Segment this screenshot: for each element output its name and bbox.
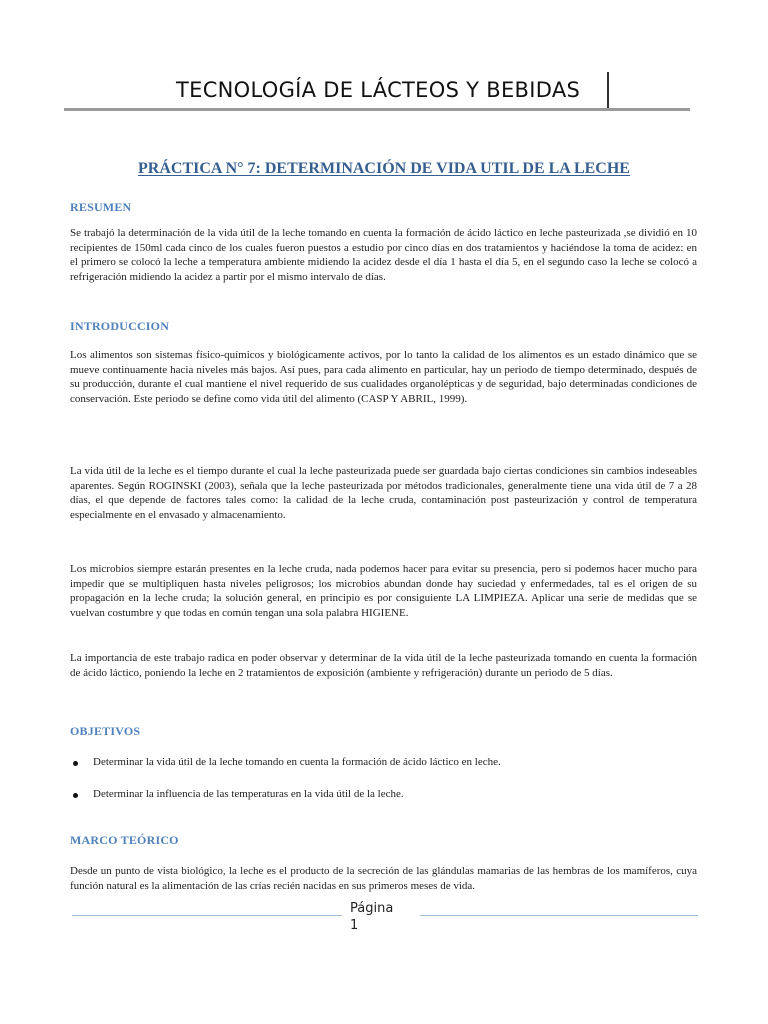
list-item-text: Determinar la influencia de las temperaturas en la vida útil de la leche. — [93, 788, 404, 800]
header-vertical-bar — [607, 72, 609, 108]
section-heading-resumen: RESUMEN — [70, 200, 132, 214]
bullet-icon — [73, 761, 78, 766]
page-label: Página — [350, 901, 394, 916]
header-title: TECNOLOGÍA DE LÁCTEOS Y BEBIDAS — [176, 78, 581, 102]
footer-rule-left — [72, 915, 342, 916]
resumen-paragraph: Se trabajó la determinación de la vida útil de la leche tomando en cuenta la formación de ácido láctico en leche pasteurizada ,se dividió en 10 recipientes de 150ml cada cinco de los cuales fueron puestos a estudio por cinco días en dos tratamientos y haciéndose la toma de acidez: en el primero se colocó la leche a temperatura ambiente midiendo la acidez desde el día 1 hasta el día 5, en el segundo caso la leche se colocó a refrigeración midiendo la acidez a partir por el mismo intervalo de días. — [70, 227, 697, 283]
footer-rule-right — [420, 915, 698, 916]
introduccion-paragraph-2: La vida útil de la leche es el tiempo durante el cual la leche pasteurizada puede ser guardada bajo ciertas condiciones sin cambios indeseables aparentes. Según ROGINSKI (2003), señala que la leche pasteurizada por métodos tradicionales, generalmente tiene una vida útil de 7 a 28 días, el que depende de factores tales como: la calidad de la leche cruda, contaminación post pasteurización y control de temperatura especialmente en el envasado y almacenamiento. — [70, 465, 697, 521]
page-number — [350, 900, 410, 934]
introduccion-paragraph-1: Los alimentos son sistemas físico-químicos y biológicamente activos, por lo tanto la calidad de los alimentos es un estado dinámico que se mueve continuamente hacia niveles más bajos. Así pues, para cada alimento en particular, hay un periodo de tiempo determinado, después de su producción, durante el cual mantiene el nivel requerido de sus cualidades organolépticas y de seguridad, bajo determinadas condiciones de conservación. Este periodo se define como vida útil del alimento (CASP Y ABRIL, 1999). — [70, 349, 697, 405]
page-number-value: 1 — [350, 918, 359, 933]
section-heading-marco-teorico: MARCO TEÓRICO — [70, 833, 179, 847]
bullet-icon — [73, 793, 78, 798]
section-heading-introduccion: INTRODUCCION — [70, 319, 170, 333]
introduccion-paragraph-4: La importancia de este trabajo radica en poder observar y determinar de la vida útil de la leche pasteurizada tomando en cuenta la formación de ácido láctico, poniendo la leche en 2 tratamientos de exposición (ambiente y refrigeración) durante un periodo de 5 días. — [70, 652, 697, 679]
page-header — [64, 72, 690, 112]
header-rule — [64, 108, 690, 111]
list-item-text: Determinar la vida útil de la leche tomando en cuenta la formación de ácido láctico en leche. — [93, 756, 501, 768]
document-title: PRÁCTICA N° 7: DETERMINACIÓN DE VIDA UTIL DE LA LECHE — [138, 160, 630, 177]
introduccion-paragraph-3: Los microbios siempre estarán presentes en la leche cruda, nada podemos hacer para evitar su presencia, pero si podemos hacer mucho para impedir que se multipliquen hasta niveles peligrosos; los microbios abundan donde hay suciedad y enfermedades, tal es el origen de su propagación en la leche cruda; la solución general, en principio es por consiguiente LA LIMPIEZA. Aplicar una serie de medidas que se vuelvan costumbre y que todas en común tengan una sola palabra HIGIENE. — [70, 563, 697, 619]
section-heading-objetivos: OBJETIVOS — [70, 724, 141, 738]
marco-teorico-paragraph: Desde un punto de vista biológico, la leche es el producto de la secreción de las glándulas mamarias de las hembras de los mamíferos, cuya función natural es la alimentación de las crías recién nacidas en sus primeros meses de vida. — [70, 865, 697, 892]
